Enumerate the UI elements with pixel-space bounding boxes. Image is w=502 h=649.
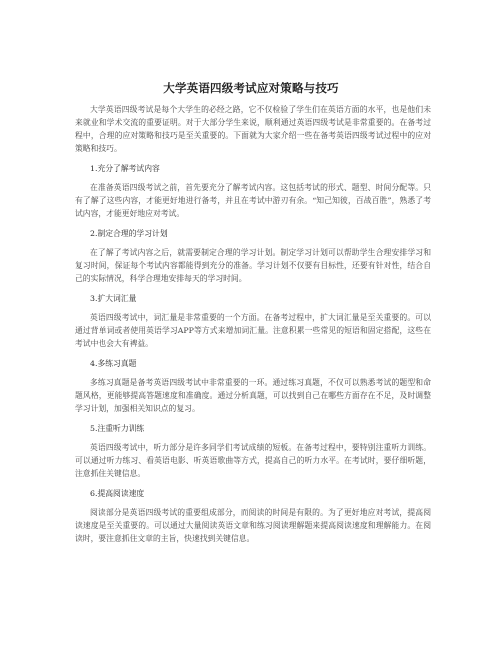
section-heading: 2.制定合理的学习计划 <box>90 229 168 238</box>
section-3 <box>75 293 431 350</box>
section-heading: 5.注重听力训练 <box>90 424 145 433</box>
document-title: 大学英语四级考试应对策略与技巧 <box>163 81 339 95</box>
intro-paragraph: 大学英语四级考试是每个大学生的必经之路，它不仅检验了学生们在英语方面的水平，也是他们未来就业和学术交流的重要证明。对于大部分学生来说，顺利通过英语四级考试是非常重要的。在备考过程中，合理的应对策略和技巧是至关重要的。下面就为大家介绍一些在备考英语四级考试过程中的应对策略和技巧。 <box>75 105 431 153</box>
section-paragraph: 在了解了考试内容之后，就需要制定合理的学习计划。制定学习计划可以帮助学生合理安排学习和复习时间，保证每个考试内容都能得到充分的准备。学习计划不仅要有目标性，还要有针对性，结合自己的实际情况，科学合理地安排每天的学习时间。 <box>75 248 431 283</box>
section-paragraph: 多练习真题是备考英语四级考试中非常重要的一环。通过练习真题，不仅可以熟悉考试的题型和命题风格，更能够提高答题速度和准确度。通过分析真题，可以找到自己在哪些方面存在不足，及时调整学习计划，加强相关知识点的复习。 <box>75 378 431 413</box>
section-heading: 3.扩大词汇量 <box>90 294 137 303</box>
section-paragraph: 英语四级考试中，听力部分是许多同学们考试成绩的短板。在备考过程中，要特别注重听力训练。可以通过听力练习、看英语电影、听英语歌曲等方式，提高自己的听力水平。在考试时，要仔细听题，注意抓住关键信息。 <box>75 443 431 478</box>
section-heading: 6.提高阅读速度 <box>90 489 145 498</box>
section-paragraph: 在准备英语四级考试之前，首先要充分了解考试内容。这包括考试的形式、题型、时间分配等。只有了解了这些内容，才能更好地进行备考，并且在考试中游刃有余。“知己知彼，百战百胜”，熟悉了考试内容，才能更好地应对考试。 <box>75 183 431 218</box>
section-4 <box>75 358 431 415</box>
section-5 <box>75 423 431 480</box>
document-body <box>75 103 431 553</box>
section-heading: 4.多练习真题 <box>90 359 137 368</box>
section-paragraph: 英语四级考试中，词汇量是非常重要的一个方面。在备考过程中，扩大词汇量是至关重要的。可以通过背单词或者使用英语学习APP等方式来增加词汇量。注意积累一些常见的短语和固定搭配，这些在考试中也会大有裨益。 <box>75 313 431 348</box>
section-2 <box>75 228 431 285</box>
section-1 <box>75 163 431 220</box>
section-6 <box>75 488 431 545</box>
section-heading: 1.充分了解考试内容 <box>90 164 160 173</box>
section-paragraph: 阅读部分是英语四级考试的重要组成部分，而阅读的时间是有限的。为了更好地应对考试，提高阅读速度是至关重要的。可以通过大量阅读英语文章和练习阅读理解题来提高阅读速度和理解能力。在阅读时，要注意抓住文章的主旨，快速找到关键信息。 <box>75 508 431 543</box>
